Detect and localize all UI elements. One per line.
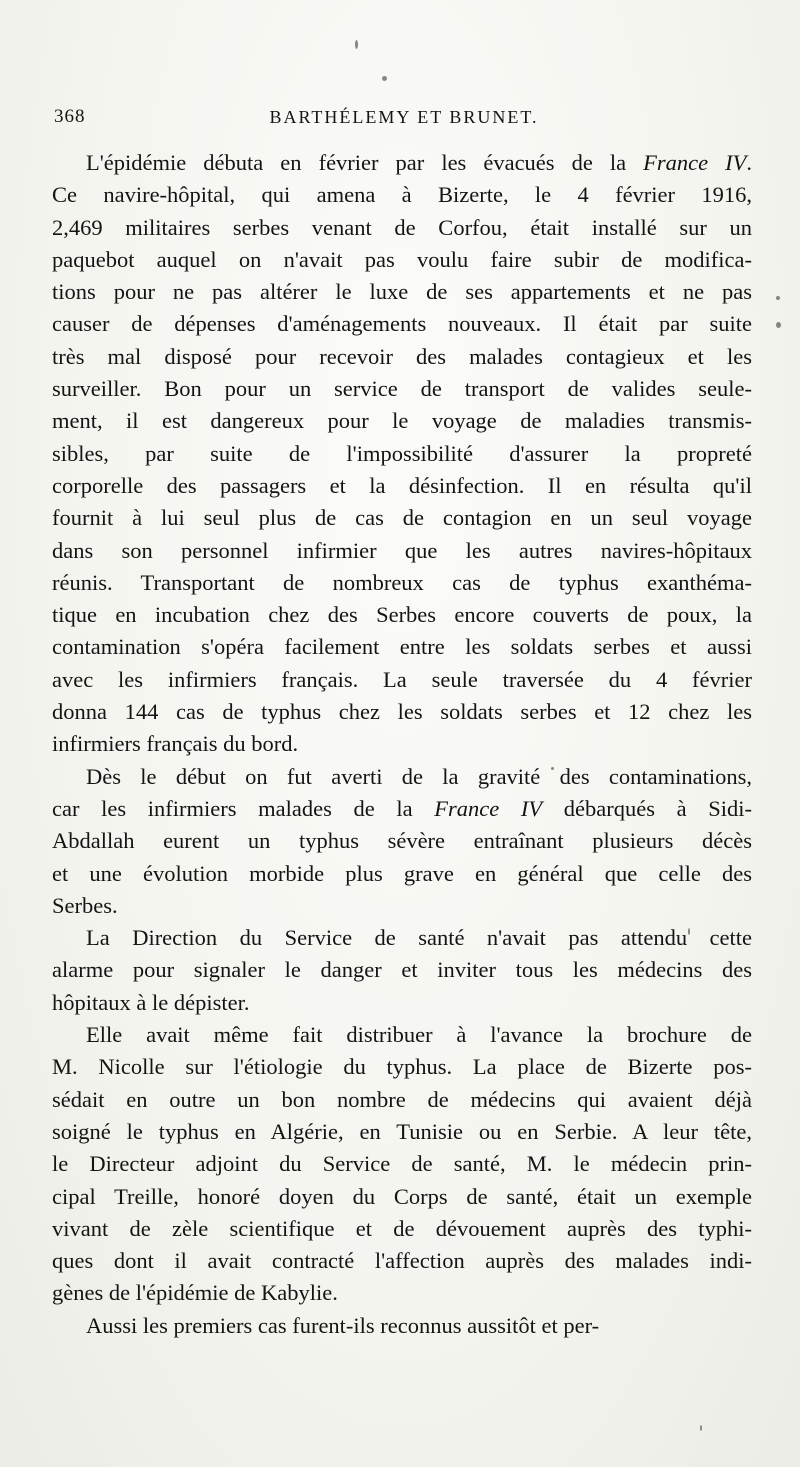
line-text: le Directeur adjoint du Service de santé, M. le médecin prin- bbox=[52, 1151, 752, 1177]
paragraph bbox=[52, 1310, 752, 1342]
line-text: . bbox=[746, 150, 752, 175]
line-text: paquebot auquel on n'avait pas voulu faire subir de modifica- bbox=[52, 246, 752, 272]
line-text: sibles, par suite de l'impossibilité d'assurer la propreté bbox=[52, 440, 752, 466]
text-line bbox=[52, 438, 752, 470]
line-text: infirmiers français du bord. bbox=[52, 731, 299, 757]
text-line bbox=[52, 922, 752, 954]
text-line bbox=[52, 954, 752, 986]
text-line bbox=[52, 599, 752, 631]
text-line bbox=[52, 373, 752, 405]
paragraph bbox=[52, 147, 752, 761]
ink-speck bbox=[776, 296, 780, 300]
text-line bbox=[52, 1116, 752, 1148]
text-line bbox=[52, 1019, 752, 1051]
text-line bbox=[52, 567, 752, 599]
text-line bbox=[52, 793, 752, 825]
body-text bbox=[52, 147, 752, 1342]
text-line bbox=[52, 1310, 752, 1342]
text-line bbox=[52, 341, 752, 373]
line-text: soigné le typhus en Algérie, en Tunisie ou en Serbie. A leur tête, bbox=[52, 1118, 752, 1144]
line-text: donna 144 cas de typhus chez les soldats serbes et 12 chez les bbox=[52, 699, 752, 725]
italic-ship-name: France IV bbox=[643, 150, 747, 175]
line-text: 2,469 militaires serbes venant de Corfou, était installé sur un bbox=[52, 214, 752, 240]
text-line bbox=[52, 405, 752, 437]
text-line bbox=[52, 1084, 752, 1116]
line-text: Ce navire-hôpital, qui amena à Bizerte, le 4 février 1916, bbox=[52, 182, 752, 208]
line-text: dans son personnel infirmier que les autres navires-hôpitaux bbox=[52, 537, 752, 563]
line-text: tique en incubation chez des Serbes encore couverts de poux, la bbox=[52, 602, 752, 628]
paragraph bbox=[52, 761, 752, 922]
paragraph bbox=[52, 922, 752, 1019]
text-line bbox=[52, 696, 752, 728]
text-line bbox=[52, 1181, 752, 1213]
ink-speck bbox=[700, 1425, 702, 1431]
text-line bbox=[52, 1213, 752, 1245]
text-line bbox=[52, 470, 752, 502]
line-text: Abdallah eurent un typhus sévère entraînant plusieurs décès bbox=[52, 828, 752, 854]
line-text: gènes de l'épidémie de Kabylie. bbox=[52, 1280, 338, 1306]
line-text: Elle avait même fait distribuer à l'avance la brochure de bbox=[86, 1022, 752, 1048]
line-text: L'épidémie débuta en février par les évacués de la bbox=[86, 150, 644, 175]
line-text: très mal disposé pour recevoir des malades contagieux et les bbox=[52, 343, 752, 369]
line-text: sédait en outre un bon nombre de médecins qui avaient déjà bbox=[52, 1086, 752, 1112]
line-text: réunis. Transportant de nombreux cas de typhus exanthéma- bbox=[52, 569, 752, 595]
line-text: car les infirmiers malades de la bbox=[52, 795, 435, 821]
line-text: surveiller. Bon pour un service de transport de valides seule- bbox=[52, 376, 752, 402]
text-line bbox=[52, 1051, 752, 1083]
text-line bbox=[52, 212, 752, 244]
running-head: BARTHÉLEMY ET BRUNET. bbox=[269, 106, 539, 127]
ink-speck bbox=[776, 322, 781, 328]
paragraph bbox=[52, 1019, 752, 1310]
line-text: Aussi les premiers cas furent-ils reconnus aussitôt et per- bbox=[86, 1312, 600, 1338]
line-text: ment, il est dangereux pour le voyage de maladies transmis- bbox=[52, 408, 752, 434]
text-line bbox=[52, 631, 752, 663]
line-text: Dès le début on fut averti de la gravité des contaminations, bbox=[86, 763, 752, 789]
line-text: causer de dépenses d'aménagements nouveaux. Il était par suite bbox=[52, 311, 752, 337]
line-text: vivant de zèle scientifique et de dévouement auprès des typhi- bbox=[52, 1215, 752, 1241]
text-line bbox=[52, 244, 752, 276]
page-number: 368 bbox=[54, 106, 86, 127]
line-text: M. Nicolle sur l'étiologie du typhus. La place de Bizerte pos- bbox=[52, 1054, 752, 1080]
line-text: hôpitaux à le dépister. bbox=[52, 989, 250, 1015]
line-text: fournit à lui seul plus de cas de contagion en un seul voyage bbox=[52, 505, 752, 531]
line-text: contamination s'opéra facilement entre les soldats serbes et aussi bbox=[52, 634, 752, 660]
line-text: ques dont il avait contracté l'affection auprès des malades indi- bbox=[52, 1248, 752, 1274]
text-line bbox=[52, 308, 752, 340]
line-text: et une évolution morbide plus grave en général que celle des bbox=[52, 860, 752, 886]
line-text: corporelle des passagers et la désinfection. Il en résulta qu'il bbox=[52, 472, 752, 498]
italic-ship-name: France IV bbox=[434, 795, 543, 821]
line-text: La Direction du Service de santé n'avait pas attendu cette bbox=[86, 925, 752, 951]
text-line bbox=[52, 179, 752, 211]
line-text: avec les infirmiers français. La seule traversée du 4 février bbox=[52, 666, 752, 692]
text-line bbox=[52, 728, 752, 760]
text-line bbox=[52, 664, 752, 696]
text-line bbox=[52, 858, 752, 890]
text-line bbox=[52, 987, 752, 1019]
ink-speck bbox=[382, 76, 387, 81]
text-line bbox=[52, 147, 752, 179]
text-line bbox=[52, 276, 752, 308]
line-text: tions pour ne pas altérer le luxe de ses appartements et ne pas bbox=[52, 279, 752, 305]
text-line bbox=[52, 1245, 752, 1277]
line-text: Serbes. bbox=[52, 892, 118, 918]
text-line bbox=[52, 1277, 752, 1309]
text-line bbox=[52, 535, 752, 567]
line-text: alarme pour signaler le danger et inviter tous les médecins des bbox=[52, 957, 752, 983]
line-text: cipal Treille, honoré doyen du Corps de santé, était un exemple bbox=[52, 1183, 752, 1209]
line-text: débarqués à Sidi- bbox=[542, 795, 752, 821]
page-header bbox=[54, 104, 754, 130]
text-line bbox=[52, 761, 752, 793]
ink-speck bbox=[355, 40, 358, 49]
text-line bbox=[52, 502, 752, 534]
text-line bbox=[52, 890, 752, 922]
text-line bbox=[52, 1148, 752, 1180]
text-line bbox=[52, 825, 752, 857]
